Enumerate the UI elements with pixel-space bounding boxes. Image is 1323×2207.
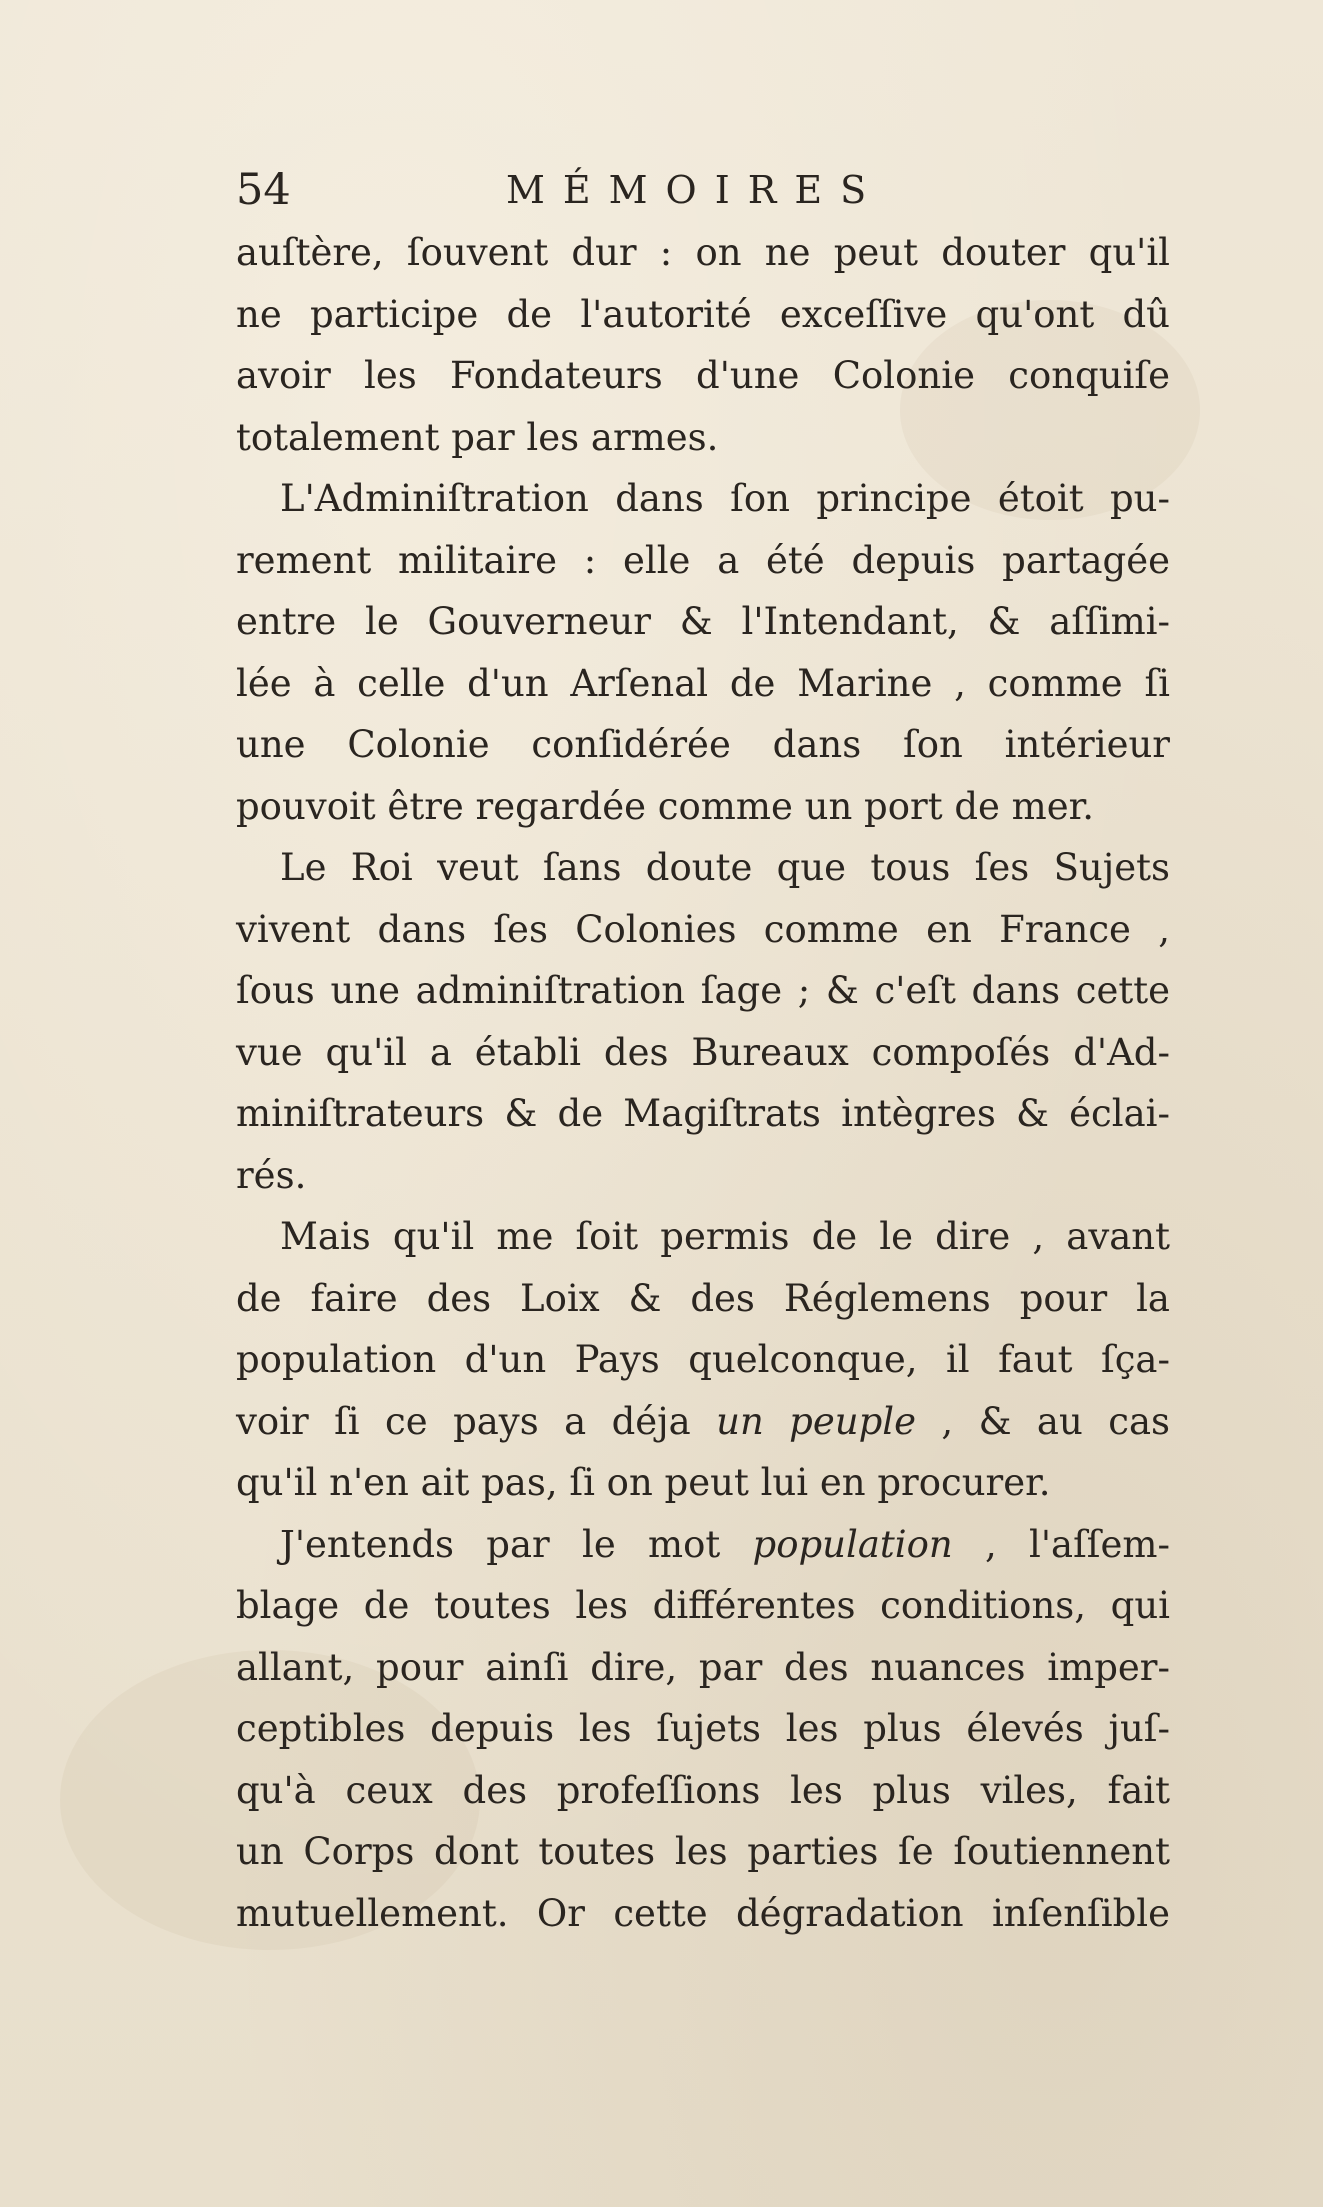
text-line: ne participe de l'autorité exceſſive qu'ont dû [236, 292, 1170, 336]
text-line: lée à celle d'un Arſenal de Marine , comme ſi [236, 661, 1170, 705]
text-line: avoir les Fondateurs d'une Colonie conquiſe [236, 354, 1170, 397]
text-line: ceptibles depuis les ſujets les plus élevés juſ- [236, 1707, 1170, 1750]
italic-text: un peuple [716, 1399, 917, 1443]
text-line [236, 1391, 1170, 1453]
text-line [236, 1514, 1170, 1576]
text-segment: , & au cas [916, 1399, 1170, 1443]
text-line: Le Roi veut ſans doute que tous ſes Sujets [280, 846, 1170, 889]
text-line: blage de toutes les différentes conditions, qui [236, 1584, 1170, 1627]
text-line: une Colonie conſidérée dans ſon intérieur [236, 723, 1170, 766]
text-line: de faire des Loix & des Réglemens pour la [236, 1276, 1170, 1320]
italic-text: population [752, 1522, 953, 1566]
text-line: vue qu'il a établi des Bureaux compoſés d'Ad- [236, 1030, 1170, 1074]
text-line: entre le Gouverneur & l'Intendant, & aſſimi- [236, 600, 1170, 643]
text-line: auſtère, ſouvent dur : on ne peut douter qu'il [236, 231, 1170, 274]
running-title: MÉMOIRES [506, 168, 885, 212]
text-line: rement militaire : elle a été depuis partagée [236, 538, 1170, 582]
text-line: ſous une adminiſtration ſage ; & c'eſt dans cette [236, 969, 1170, 1012]
text-segment: , l'aſſem- [952, 1522, 1170, 1566]
text-line: qu'il n'en ait pas, ſi on peut lui en procurer. [236, 1461, 1051, 1504]
text-line: L'Adminiſtration dans ſon principe étoit pu- [280, 477, 1170, 520]
body-text [236, 222, 1170, 1944]
text-line: population d'un Pays quelconque, il faut ſça- [236, 1338, 1170, 1381]
text-line: rés. [236, 1153, 307, 1197]
text-line: un Corps dont toutes les parties ſe ſoutiennent [236, 1830, 1170, 1873]
text-line: qu'à ceux des profeſſions les plus viles, fait [236, 1768, 1170, 1812]
page-number: 54 [236, 165, 291, 215]
text-line: totalement par les armes. [236, 415, 719, 459]
page-header [236, 160, 1176, 220]
text-line: vivent dans ſes Colonies comme en France , [236, 907, 1170, 951]
text-segment: J'entends par le mot [280, 1522, 753, 1566]
text-line: mutuellement. Or cette dégradation inſenſible [236, 1891, 1170, 1935]
text-segment: voir ſi ce pays a déja [236, 1399, 717, 1443]
text-line: Mais qu'il me ſoit permis de le dire , avant [280, 1215, 1170, 1258]
text-line: miniſtrateurs & de Magiſtrats intègres & éclai- [236, 1092, 1170, 1135]
text-line: allant, pour ainſi dire, par des nuances imper- [236, 1645, 1170, 1689]
text-line: pouvoit être regardée comme un port de mer. [236, 784, 1095, 828]
